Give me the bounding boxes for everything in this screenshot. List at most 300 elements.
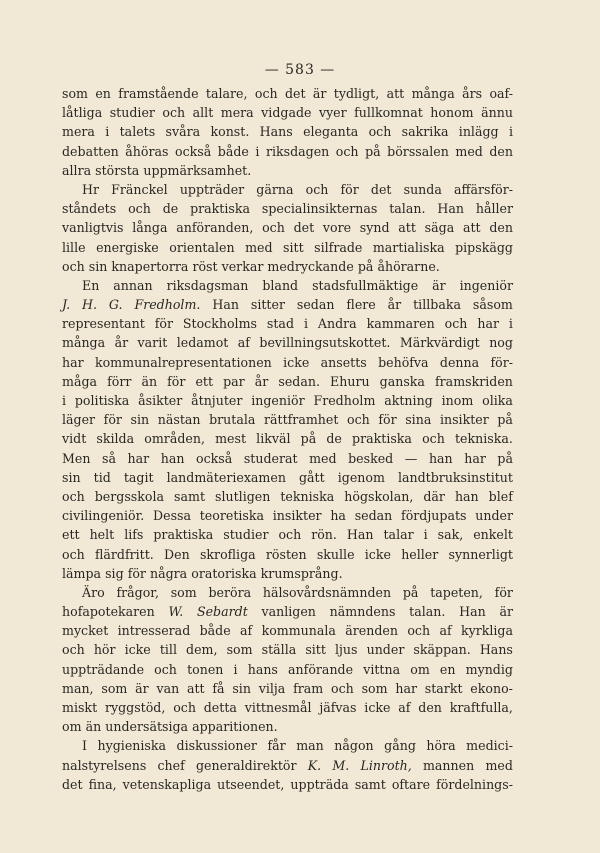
word: ett (62, 527, 80, 543)
word: brutala (209, 412, 256, 428)
word: af (237, 335, 250, 351)
word: kommunalrepresentationen (94, 354, 272, 370)
word: frågor, (116, 584, 159, 600)
word: myndig (465, 661, 513, 677)
word: flere (346, 297, 376, 313)
word: får (267, 738, 286, 754)
word: studerat (243, 450, 298, 466)
word: oaf- (489, 86, 513, 101)
word: åtnjuter (191, 393, 243, 408)
word: och (422, 431, 445, 447)
word: tagit (123, 469, 154, 485)
word: honom (430, 105, 474, 121)
text-line (62, 314, 513, 333)
word: att (462, 220, 481, 236)
word: silfrade (314, 239, 363, 255)
word: både (217, 143, 249, 159)
word: Han (212, 297, 239, 313)
word: Hans (259, 124, 293, 140)
word: Stockholms (182, 316, 257, 332)
text-line (62, 602, 513, 621)
word: ingeniör (251, 393, 305, 408)
word: är (312, 86, 327, 101)
word: af (439, 623, 452, 639)
word: för (494, 584, 513, 600)
word: studier (223, 527, 269, 543)
word: förr (107, 373, 132, 389)
word: skrofliga (199, 546, 256, 562)
word: vanligen (261, 604, 316, 620)
word: vyer (318, 105, 347, 121)
word: Han (459, 604, 486, 620)
text-line (62, 295, 513, 314)
word: år (114, 335, 129, 351)
word: har (464, 450, 486, 466)
text-line (62, 391, 513, 410)
word: praktiska (153, 527, 214, 543)
word: stadsfullmäktige (312, 277, 419, 293)
word: ståndets (62, 201, 117, 217)
word: icke (124, 642, 151, 658)
word: de (326, 431, 342, 447)
text-line (62, 84, 513, 103)
text-line (62, 506, 513, 525)
word: pipskägg (455, 239, 513, 255)
word: allt (192, 105, 214, 121)
word: skilda (96, 431, 135, 447)
paragraph (62, 180, 513, 276)
word: intresserad (117, 623, 191, 639)
word: vidgade (261, 105, 312, 121)
word: svåra (165, 124, 201, 140)
word: landtbruksinstitut (397, 469, 513, 485)
word: ställa (261, 642, 297, 658)
word: han (160, 450, 185, 466)
word: för (154, 316, 173, 332)
word: ledamot (176, 335, 229, 351)
word: tillbaka (413, 297, 461, 313)
word: ryggstöd, (104, 700, 166, 715)
word: nog (489, 335, 513, 351)
word: många (62, 335, 106, 351)
word: som (361, 680, 388, 696)
word: och (173, 700, 196, 715)
word: par (223, 373, 245, 389)
word: i (255, 143, 260, 159)
word: den (489, 143, 513, 159)
word: kammaren (366, 316, 435, 332)
word: nalstyrelsens (62, 757, 147, 773)
word: sunda (403, 181, 442, 197)
word: I (82, 738, 87, 754)
word: behöfva (378, 354, 429, 370)
word: kyrkliga (460, 623, 513, 639)
text-line (62, 372, 513, 391)
word: mycket (62, 623, 109, 639)
word: som (226, 642, 253, 658)
word: talare, (205, 86, 248, 101)
text-line (62, 775, 513, 794)
word: framskriden (435, 373, 513, 389)
word: uppträda (290, 776, 349, 792)
word: till (159, 642, 177, 658)
word: och (154, 661, 177, 677)
word: sedan. (278, 373, 320, 389)
word: tid (93, 469, 111, 485)
word: detta (203, 700, 237, 715)
word: och (62, 642, 85, 658)
word: sitter (250, 297, 285, 313)
word: W. (168, 604, 184, 620)
word: och (335, 143, 359, 159)
word: ansetts (320, 354, 367, 370)
word: få (212, 680, 225, 696)
word: energiske (96, 239, 159, 255)
text-line (62, 621, 513, 640)
word: lämpa (62, 565, 102, 581)
word: vidt (62, 431, 87, 447)
word: och (278, 527, 302, 543)
word: tonen (187, 661, 224, 677)
word: inlägg (458, 124, 499, 140)
word: åhöras (125, 143, 169, 159)
word: ekono- (470, 680, 513, 696)
word: af (398, 700, 411, 715)
word: synnerligt (448, 546, 513, 562)
word: slutligen (215, 488, 271, 504)
word: någon (334, 738, 374, 754)
word: medici- (466, 738, 513, 754)
word: heller (401, 546, 439, 562)
word: läger (62, 412, 96, 428)
word: ingeniör (459, 277, 513, 293)
word: gärna (256, 181, 294, 197)
word: debatten (62, 143, 119, 159)
word: och (331, 680, 354, 696)
text-line (62, 487, 513, 506)
word: än (141, 373, 158, 389)
word: kraftfulla, (449, 700, 513, 715)
word: icke (364, 546, 391, 562)
word: man, (62, 680, 94, 696)
word: talets (119, 124, 156, 140)
word: skulle (316, 546, 355, 562)
word: olika (482, 393, 513, 408)
word: för (103, 412, 122, 428)
text-line (62, 736, 513, 755)
word: anförande (288, 661, 354, 677)
word: på (365, 143, 381, 159)
word: under (366, 642, 405, 658)
word: mera (62, 124, 95, 140)
word: En (82, 277, 100, 293)
text-line (62, 468, 513, 487)
word: helt (89, 527, 115, 543)
word: sitt (283, 239, 304, 255)
word: med (455, 143, 483, 159)
word: och (254, 86, 278, 101)
word: synd (359, 220, 390, 236)
word: knapertorra (111, 258, 189, 274)
word: Fredholm (313, 393, 376, 408)
word: H. (82, 297, 97, 313)
word: framstående (118, 86, 199, 101)
word: och (162, 105, 186, 121)
word: och (368, 124, 392, 140)
word: det (284, 86, 306, 101)
text-line (62, 449, 513, 468)
text-line (62, 564, 513, 583)
word: såsom (472, 297, 513, 313)
word: åhörarne. (377, 258, 440, 274)
word: några (149, 565, 188, 581)
word: specialinsikternas (261, 201, 378, 217)
word: skäppan. (413, 642, 471, 658)
word: Dessa (153, 508, 191, 524)
text-line (62, 756, 513, 775)
word: anföranden, (176, 220, 254, 236)
word: som (101, 680, 128, 696)
word: sin (88, 258, 108, 274)
word: som (62, 86, 88, 101)
word: riksdagen (265, 143, 330, 159)
word: i (233, 661, 238, 677)
word: fördelnings- (436, 776, 513, 792)
word: mannen (422, 757, 475, 773)
word: stad (266, 316, 295, 332)
word: största (95, 162, 140, 178)
text-line (62, 238, 513, 257)
word: vittna (363, 661, 401, 677)
word: studier (109, 105, 155, 121)
word: och (347, 412, 370, 428)
word: jäfvas (319, 700, 357, 715)
word: börssalen (387, 143, 449, 159)
word: utseendet, (217, 776, 285, 792)
word: för- (490, 354, 513, 370)
word: högskolan, (344, 488, 414, 504)
word: eleganta (303, 124, 359, 140)
text-line (62, 122, 513, 141)
word: med (309, 450, 337, 466)
word: det (370, 181, 392, 197)
word: tydligt, (333, 86, 380, 101)
word: och (262, 220, 285, 236)
text-line (62, 218, 513, 237)
word: gång (384, 738, 416, 754)
word: sina (405, 412, 432, 428)
word: det (62, 776, 83, 792)
word: likväl (256, 431, 291, 447)
text-line (62, 660, 513, 679)
word: att (398, 220, 416, 236)
word: om (410, 661, 430, 677)
word: kommunala (261, 623, 336, 639)
word: Fränckel (111, 181, 168, 197)
word: med (245, 239, 273, 255)
word: krumsprång. (260, 565, 343, 581)
word: de (162, 201, 179, 217)
word: ärenden (345, 623, 398, 639)
word: miskt (62, 700, 98, 715)
word: flärdfritt. (94, 546, 154, 562)
word: i (508, 316, 513, 332)
word: för (127, 565, 146, 581)
word: och (62, 546, 85, 562)
word: K. (307, 757, 322, 773)
word: icke (283, 354, 310, 370)
paragraph (62, 583, 513, 737)
word: Hr (82, 181, 100, 197)
text-line (62, 161, 513, 180)
word: och (62, 488, 85, 504)
word: för (340, 181, 359, 197)
word: Hans (479, 642, 513, 658)
word: sitt (305, 642, 326, 658)
word: varit (137, 335, 168, 351)
word: en (439, 661, 456, 677)
word: talar (383, 527, 414, 543)
word: vanligtvis (62, 220, 124, 236)
word: konst. (210, 124, 250, 140)
text-line (62, 333, 513, 352)
word: att (186, 680, 205, 696)
text-line (62, 257, 513, 276)
text-line (62, 103, 513, 122)
word: och (444, 316, 468, 332)
word: har (477, 316, 499, 332)
word: sakrika (401, 124, 449, 140)
text-line (62, 679, 513, 698)
word: vilja (258, 680, 286, 696)
word: allra (62, 162, 92, 178)
word: dem, (186, 642, 218, 658)
word: praktiska (352, 431, 412, 447)
word: i (62, 393, 67, 408)
word: bevillningsutskottet. (259, 335, 391, 351)
word: J. (62, 297, 71, 313)
word: nästan (157, 412, 201, 428)
word: säga (424, 220, 455, 236)
word: samt (174, 488, 206, 504)
word: hans (247, 661, 278, 677)
word: sin (232, 680, 251, 696)
word: uppträdande (62, 661, 145, 677)
word: på (402, 584, 419, 600)
word: ljus (335, 642, 358, 658)
word: affärsför- (454, 181, 513, 197)
text-line (62, 717, 513, 736)
word: annan (113, 277, 153, 293)
word: man (296, 738, 324, 754)
word: låtliga (62, 105, 103, 121)
word: talan. (409, 604, 446, 620)
word: en (95, 86, 111, 101)
word: landmäteriexamen (166, 469, 286, 485)
word: ganska (379, 373, 425, 389)
word: mera (220, 105, 254, 121)
page-number: — 583 — (264, 62, 336, 78)
word: Han (346, 527, 374, 543)
word: — (404, 450, 418, 466)
word: och (407, 623, 431, 639)
text-line (62, 640, 513, 659)
word: år (254, 373, 269, 389)
word: besked (348, 450, 394, 466)
text-line (62, 276, 513, 295)
word: år (387, 297, 402, 313)
word: det (293, 220, 315, 236)
paragraph (62, 736, 513, 794)
word: beröra (208, 584, 252, 600)
text-line (62, 180, 513, 199)
word: höra (426, 738, 456, 754)
word: både (199, 623, 231, 639)
word: vittnesmål (244, 700, 312, 715)
word: starkt (424, 680, 463, 696)
text-line (62, 429, 513, 448)
text-line (62, 410, 513, 429)
word: Äro (82, 584, 105, 600)
word: ett (195, 373, 214, 389)
word: den (489, 220, 513, 236)
word: har (395, 680, 417, 696)
word: bergsskola (94, 488, 165, 504)
word: måga (62, 373, 98, 389)
word: insikter (272, 508, 322, 524)
word: denna (439, 354, 480, 370)
word: och (305, 181, 329, 197)
text-line (62, 583, 513, 602)
text-line (62, 525, 513, 544)
word: än (85, 719, 102, 735)
word: representant (62, 316, 145, 332)
word: fördjupats (401, 508, 467, 524)
word: blef (488, 488, 513, 504)
word: i (303, 316, 308, 332)
word: insikter (439, 412, 489, 428)
word: riksdagsman (166, 277, 249, 293)
word: också (175, 143, 212, 159)
word: också (196, 450, 233, 466)
word: diskussioner (176, 738, 257, 754)
word: Andra (317, 316, 357, 332)
word: Linroth, (360, 757, 412, 773)
word: på (300, 431, 317, 447)
word: Han (437, 201, 464, 217)
word: talan. (389, 201, 426, 217)
word: samt (354, 776, 386, 792)
word: apparitionen. (192, 719, 278, 735)
word: Den (164, 546, 190, 562)
paragraph (62, 84, 513, 180)
word: inom (441, 393, 474, 408)
word: chef (157, 757, 185, 773)
word: att (386, 86, 405, 101)
word: vetenskapliga (122, 776, 212, 792)
word: icke (364, 700, 391, 715)
word: igenom (337, 469, 385, 485)
word: tapeten, (430, 584, 483, 600)
word: uppmärksamhet. (143, 162, 252, 178)
word: generaldirektör (196, 757, 297, 773)
word: håller (475, 201, 513, 217)
word: hör (93, 642, 116, 658)
word: många (411, 86, 455, 101)
paragraph (62, 276, 513, 583)
word: uppträder (179, 181, 245, 197)
word: fina, (88, 776, 117, 792)
